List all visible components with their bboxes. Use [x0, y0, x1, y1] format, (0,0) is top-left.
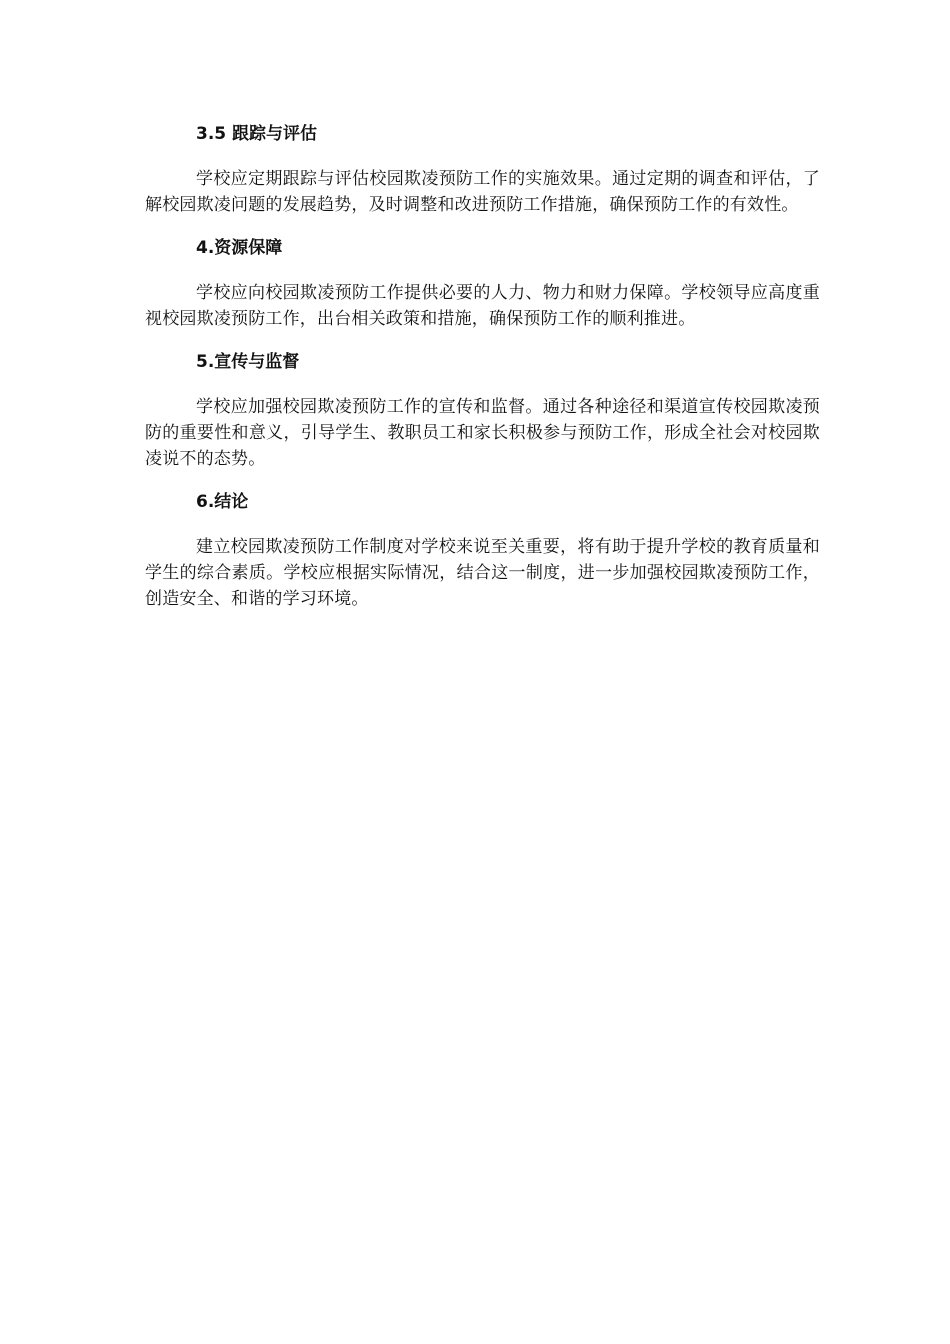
section-body-publicity-supervision: 学校应加强校园欺凌预防工作的宣传和监督。通过各种途径和渠道宣传校园欺凌预防的重要性和意义，引导学生、教职员工和家长积极参与预防工作，形成全社会对校园欺凌说不的态势。	[145, 397, 820, 469]
section-body-tracking-evaluation: 学校应定期跟踪与评估校园欺凌预防工作的实施效果。通过定期的调查和评估，了解校园欺凌问题的发展趋势，及时调整和改进预防工作措施，确保预防工作的有效性。	[145, 169, 820, 215]
document-content	[145, 122, 820, 630]
section-body-conclusion: 建立校园欺凌预防工作制度对学校来说至关重要，将有助于提升学校的教育质量和学生的综合素质。学校应根据实际情况，结合这一制度，进一步加强校园欺凌预防工作，创造安全、和谐的学习环境。	[145, 537, 820, 609]
section-body-resource-support: 学校应向校园欺凌预防工作提供必要的人力、物力和财力保障。学校领导应高度重视校园欺凌预防工作，出台相关政策和措施，确保预防工作的顺利推进。	[145, 283, 820, 329]
section-heading-conclusion: 6.结论	[196, 492, 249, 512]
section-heading-publicity-supervision: 5.宣传与监督	[196, 352, 300, 372]
section-heading-resource-support: 4.资源保障	[196, 238, 283, 258]
section-heading-tracking-evaluation: 3.5 跟踪与评估	[196, 124, 318, 144]
